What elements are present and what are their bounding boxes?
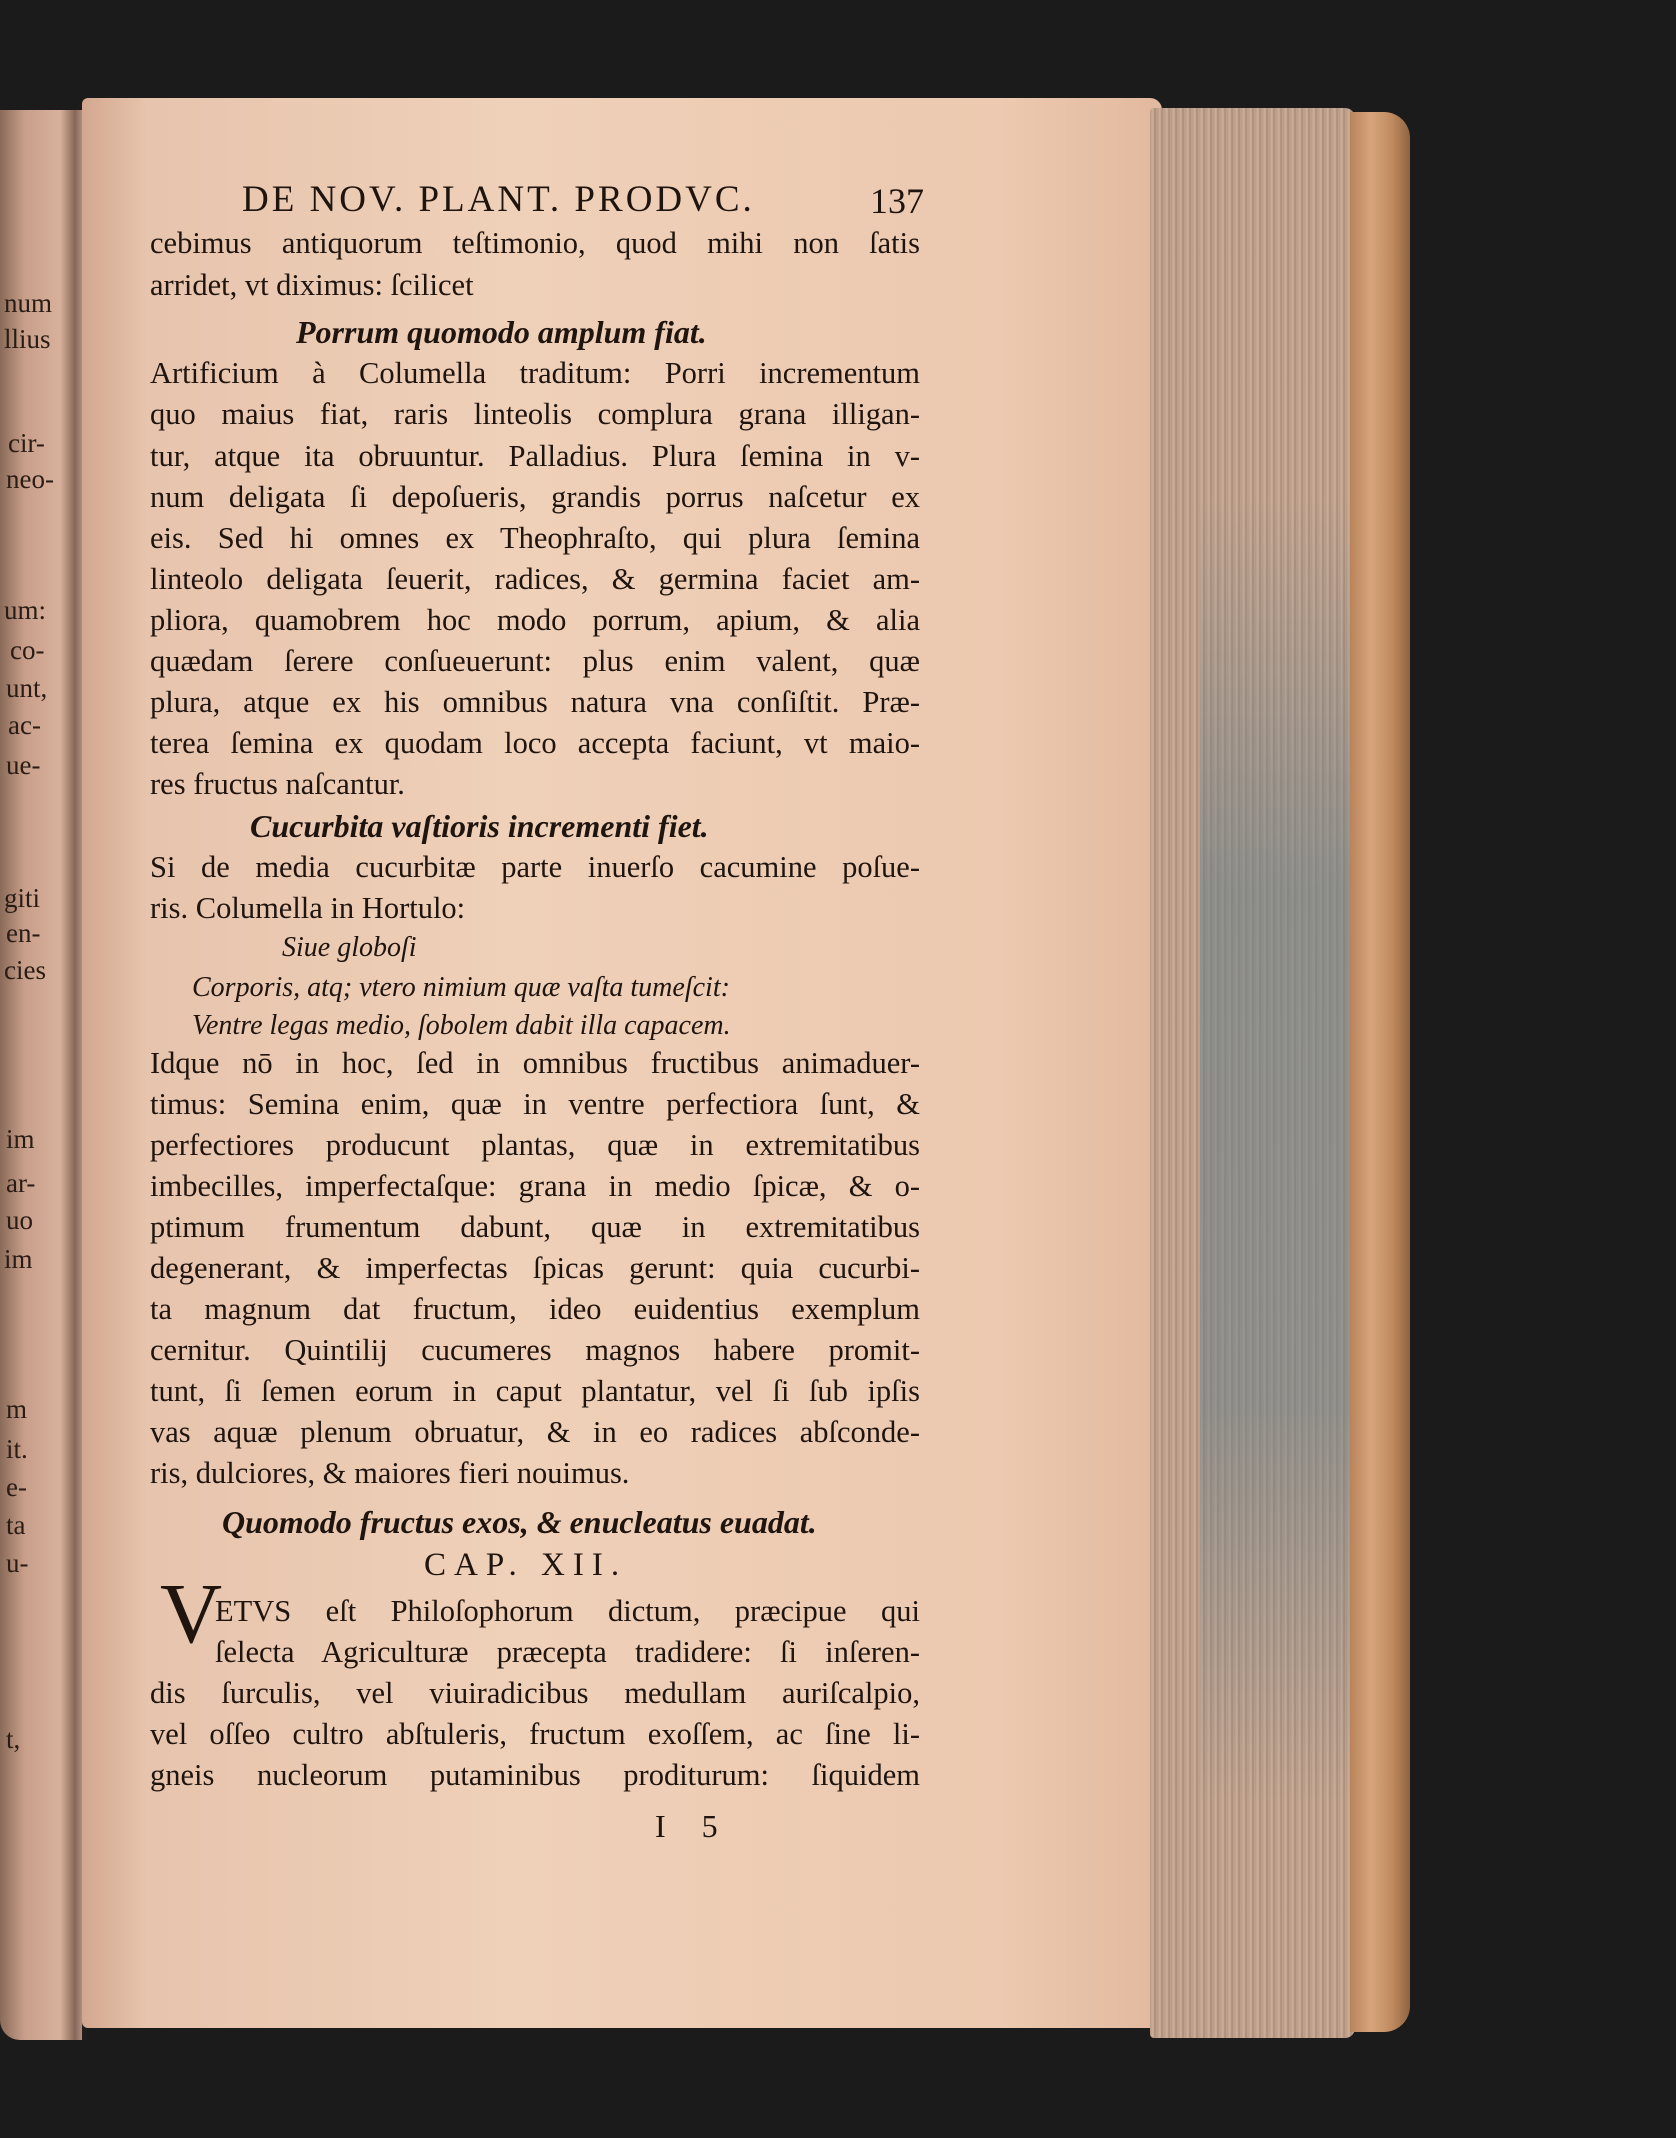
text-line: ta magnum dat fructum, ideo euidentius exemplum — [150, 1292, 920, 1326]
left-fragment: u- — [6, 1548, 29, 1578]
verse-line: Corporis, atq; vtero nimium quæ vaſta tumeſcit: — [192, 972, 730, 1003]
left-fragment: num — [4, 288, 53, 318]
book-binding — [1350, 112, 1410, 2032]
text-line: ptimum frumentum dabunt, quæ in extremitatibus — [150, 1210, 920, 1244]
text-line: ETVS eſt Philoſophorum dictum, præcipue qui — [215, 1594, 920, 1628]
text-line: num deligata ſi depoſueris, grandis porrus naſcetur ex — [150, 480, 920, 514]
text-line: ris. Columella in Hortulo: — [150, 891, 466, 925]
left-fragment: um: — [4, 595, 47, 625]
text-line: ſelecta Agriculturæ præcepta tradidere: ſi inſeren- — [215, 1635, 920, 1669]
text-line: tunt, ſi ſemen eorum in caput plantatur, vel ſi ſub ipſis — [150, 1374, 920, 1408]
left-fragment: it. — [6, 1434, 28, 1464]
text-line: imbecilles, imperfectaſque: grana in medio ſpicæ, & o- — [150, 1169, 920, 1203]
left-fragment: ac- — [8, 710, 41, 740]
page-edges-shade — [1200, 500, 1355, 1800]
running-title: DE NOV. PLANT. PRODVC. — [242, 179, 755, 220]
text-line: Artificium à Columella traditum: Porri incrementum — [150, 356, 920, 390]
left-fragment: ue- — [6, 750, 41, 780]
folio-number: 137 — [870, 181, 924, 221]
left-fragment: giti — [4, 883, 41, 913]
left-fragment: co- — [10, 635, 45, 665]
left-fragment: uo — [6, 1205, 33, 1235]
left-fragment: cies — [4, 955, 46, 985]
text-line: timus: Semina enim, quæ in ventre perfectiora ſunt, & — [150, 1087, 920, 1121]
left-fragment: en- — [6, 918, 41, 948]
left-fragment: m — [6, 1394, 28, 1424]
verse-line: Siue globoſi — [282, 932, 417, 963]
text-line: vas aquæ plenum obruatur, & in eo radices abſconde- — [150, 1415, 920, 1449]
text-line: vel oſſeo cultro abſtuleris, fructum exoſſem, ac ſine li- — [150, 1717, 920, 1751]
text-line: quædam ſerere conſueuerunt: plus enim valent, quæ — [150, 644, 920, 678]
text-line: eis. Sed hi omnes ex Theophraſto, qui plura ſemina — [150, 521, 920, 555]
text-line: Si de media cucurbitæ parte inuerſo cacumine poſue- — [150, 850, 920, 884]
text-line: dis ſurculis, vel viuiradicibus medullam auriſcalpio, — [150, 1676, 920, 1710]
text-line: cebimus antiquorum teſtimonio, quod mihi non ſatis — [150, 226, 920, 260]
text-line: degenerant, & imperfectas ſpicas gerunt: quia cucurbi- — [150, 1251, 920, 1285]
left-fragment: im — [6, 1124, 35, 1154]
left-fragment: llius — [4, 324, 51, 354]
text-line: linteolo deligata ſeuerit, radices, & germina faciet am- — [150, 562, 920, 596]
text-line: ris, dulciores, & maiores fieri nouimus. — [150, 1456, 630, 1490]
left-fragment: ta — [6, 1510, 26, 1540]
text-line: Idque nō in hoc, ſed in omnibus fructibus animaduer- — [150, 1046, 920, 1080]
text-line: pliora, quamobrem hoc modo porrum, apium, & alia — [150, 603, 920, 637]
chapter-title: Quomodo fructus exos, & enucleatus euadat. — [222, 1504, 817, 1540]
text-line: quo maius fiat, raris linteolis complura grana illigan- — [150, 397, 920, 431]
text-line: plura, atque ex his omnibus natura vna conſiſtit. Præ- — [150, 685, 920, 719]
text-line: gneis nucleorum putaminibus proditurum: ſiquidem — [150, 1758, 920, 1792]
signature-mark: I 5 — [655, 1808, 732, 1844]
left-fragment: unt, — [6, 673, 48, 703]
text-line: cernitur. Quintilij cucumeres magnos habere promit- — [150, 1333, 920, 1367]
left-fragment: im — [4, 1244, 33, 1274]
drop-capital: V — [160, 1565, 223, 1661]
section-heading: Cucurbita vaſtioris incrementi fiet. — [250, 808, 709, 844]
text-line: res fructus naſcantur. — [150, 767, 405, 801]
chapter-number: CAP. XII. — [424, 1547, 628, 1583]
left-fragment: neo- — [6, 464, 54, 494]
verse-line: Ventre legas medio, ſobolem dabit illa capacem. — [192, 1010, 731, 1041]
text-line: arridet, vt diximus: ſcilicet — [150, 268, 474, 302]
text-line: tur, atque ita obruuntur. Palladius. Plura ſemina in v- — [150, 439, 920, 473]
left-fragment: t, — [6, 1724, 21, 1754]
text-line: perfectiores producunt plantas, quæ in extremitatibus — [150, 1128, 920, 1162]
text-line: terea ſemina ex quodam loco accepta faciunt, vt maio- — [150, 726, 920, 760]
section-heading: Porrum quomodo amplum fiat. — [296, 314, 707, 350]
left-fragment: e- — [6, 1472, 27, 1502]
left-fragment: ar- — [6, 1168, 36, 1198]
left-fragment: cir- — [8, 428, 45, 458]
